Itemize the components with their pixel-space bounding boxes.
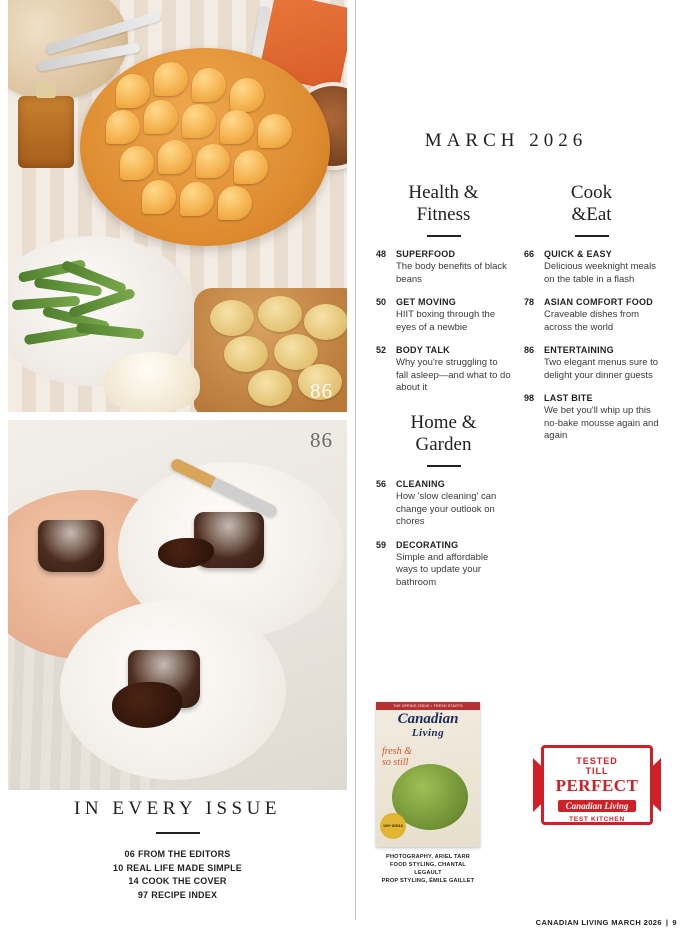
entry-heading: LAST BITE xyxy=(544,393,593,403)
in-every-issue-block xyxy=(8,790,347,902)
seal-line-tested: TESTED xyxy=(576,756,618,766)
entry-deck: Why you're struggling to fall asleep—and what to do about it xyxy=(396,357,511,393)
entry-deck: Delicious weeknight meals on the table in a flash xyxy=(544,261,656,285)
in-every-issue-title: IN EVERY ISSUE xyxy=(74,798,281,819)
issue-date: MARCH 2026 xyxy=(424,130,588,151)
item-label: COOK THE COVER xyxy=(141,876,227,886)
toc-entry[interactable] xyxy=(376,249,511,286)
page-number: 10 xyxy=(113,862,124,873)
entry-deck: We bet you'll whip up this no-bake mousse again and again xyxy=(544,405,659,441)
seal-line-perfect: PERFECT xyxy=(555,776,639,795)
section-title-line1: Cook xyxy=(570,182,613,203)
seal-line-till: TILL xyxy=(585,766,609,776)
credit-photography: PHOTOGRAPHY, ARIEL TARR xyxy=(386,854,470,860)
page-number: 9 xyxy=(672,918,677,927)
sauce-bowl xyxy=(104,352,200,412)
toc-entry[interactable] xyxy=(376,540,511,590)
in-every-issue-list xyxy=(8,848,347,902)
page-number: 06 xyxy=(124,849,135,859)
divider-rule xyxy=(575,235,609,237)
entry-heading: SUPERFOOD xyxy=(396,249,456,259)
photo-credits xyxy=(376,853,480,885)
entry-deck: Simple and affordable ways to update your bathroom xyxy=(396,551,489,588)
entry-heading: ASIAN COMFORT FOOD xyxy=(544,297,653,307)
toc-entry[interactable] xyxy=(524,297,659,334)
entry-deck: How 'slow cleaning' can change your outlook on chores xyxy=(396,491,497,527)
cover-logo xyxy=(376,712,480,740)
credit-food-styling: FOOD STYLING, CHANTAL LEGAULT xyxy=(390,862,466,876)
cover-tagline-line1: fresh & xyxy=(382,746,412,757)
lava-cake-left xyxy=(38,520,104,572)
item-label: REAL LIFE MADE SIMPLE xyxy=(126,862,242,873)
entry-deck: HIIT boxing through the eyes of a newbie xyxy=(396,309,496,333)
page-number: 66 xyxy=(524,249,535,259)
magazine-cover-image xyxy=(376,702,480,847)
section-home-garden xyxy=(376,412,511,600)
page-footer xyxy=(536,918,677,927)
page-number: 50 xyxy=(376,297,387,307)
section-title xyxy=(376,412,511,456)
cover-tagline-line2: so still xyxy=(382,757,409,768)
entry-deck: The body benefits of black beans xyxy=(396,261,507,285)
sauce-bottle xyxy=(18,96,74,168)
photo-lava-cakes xyxy=(8,420,347,790)
page-number: 56 xyxy=(376,479,387,489)
cover-burst-badge: 100+ IDEAS xyxy=(380,813,406,839)
list-item[interactable] xyxy=(8,875,347,889)
photo-page-reference-bottom: 86 xyxy=(310,428,333,452)
entry-heading: DECORATING xyxy=(396,539,459,550)
list-item[interactable] xyxy=(8,848,347,862)
page-number: 98 xyxy=(524,393,535,403)
toc-entry[interactable] xyxy=(376,297,511,334)
entry-heading: GET MOVING xyxy=(396,297,457,307)
toc-entry[interactable] xyxy=(524,249,659,286)
cover-logo-top: Canadian xyxy=(397,711,459,727)
section-title-line1: Health & xyxy=(408,182,479,203)
credit-prop-styling: PROP STYLING, ÉMILE GAILLET xyxy=(381,878,475,884)
cover-logo-bottom: Living xyxy=(411,727,445,739)
footer-issue-text: CANADIAN LIVING MARCH 2026 xyxy=(535,918,662,927)
toc-entry[interactable] xyxy=(524,345,659,382)
section-title-line2: Fitness xyxy=(416,204,471,225)
seal-body xyxy=(541,745,653,825)
section-title-line2: &Eat xyxy=(571,204,612,225)
toc-entry[interactable] xyxy=(524,393,659,443)
item-label: FROM THE EDITORS xyxy=(137,849,231,859)
divider-rule xyxy=(427,465,461,467)
page-number: 52 xyxy=(376,345,387,355)
shrimp-platter xyxy=(80,48,330,246)
page-number: 86 xyxy=(524,345,535,355)
section-title xyxy=(376,182,511,226)
toc-entry[interactable] xyxy=(376,479,511,529)
seal-brand: Canadian Living xyxy=(558,800,637,812)
section-cook-eat xyxy=(524,182,659,454)
cover-tagline xyxy=(382,746,412,768)
section-title-line2: Garden xyxy=(415,434,472,455)
contents-column xyxy=(356,0,691,945)
photo-shrimp-dinner xyxy=(8,0,347,412)
divider-rule xyxy=(156,832,200,834)
page-number: 14 xyxy=(128,876,139,886)
page-number: 48 xyxy=(376,249,387,259)
section-title xyxy=(524,182,659,226)
seal-line-test-kitchen: TEST KITCHEN xyxy=(569,816,625,823)
entry-heading: BODY TALK xyxy=(396,345,450,355)
footer-separator: | xyxy=(665,918,669,927)
section-health-fitness xyxy=(376,182,511,406)
tested-till-perfect-seal xyxy=(541,745,653,825)
entry-deck: Two elegant menus sure to delight your dinner guests xyxy=(544,357,659,381)
toc-entry[interactable] xyxy=(376,345,511,395)
item-label: RECIPE INDEX xyxy=(151,889,218,900)
divider-rule xyxy=(427,235,461,237)
page-number: 59 xyxy=(376,539,387,550)
list-item[interactable] xyxy=(8,862,347,876)
entry-heading: ENTERTAINING xyxy=(544,345,614,355)
photo-page-reference-top: 86 xyxy=(310,379,333,403)
page-number: 78 xyxy=(524,297,535,307)
entry-heading: CLEANING xyxy=(396,479,445,489)
entry-heading: QUICK & EASY xyxy=(544,249,613,259)
cover-top-strip: THE SPRING ISSUE • FRESH STARTS xyxy=(376,702,480,710)
entry-deck: Craveable dishes from across the world xyxy=(544,309,640,333)
list-item[interactable] xyxy=(8,889,347,903)
section-title-line1: Home & xyxy=(410,412,477,433)
page-number: 97 xyxy=(137,889,149,900)
cover-thumbnail-block xyxy=(376,702,480,885)
